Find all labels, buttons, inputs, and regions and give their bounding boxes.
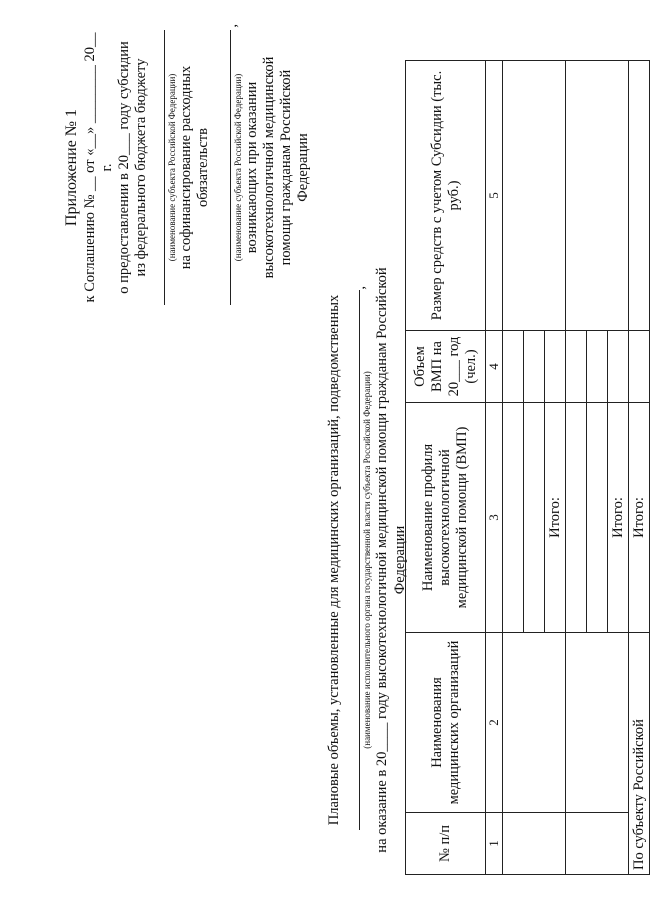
- col-number-1: 1: [486, 813, 503, 875]
- header-purpose-2b: высокотехнологичной медицинской: [261, 56, 277, 279]
- row-2-organization: [566, 633, 629, 813]
- header-hint-2-comma: ,: [224, 24, 240, 28]
- title-line-1: Плановые объемы, установленные для медицинских организаций, подведомственных: [326, 294, 342, 826]
- header-line-1: Приложение № 1: [63, 108, 80, 227]
- row-1-total-volume: [545, 331, 566, 403]
- header-col-2: Наименования медицинских организаций: [406, 633, 486, 813]
- row-2-number: [566, 813, 629, 875]
- header-purpose-2c: помощи гражданам Российской: [278, 69, 294, 266]
- row-2-total-volume: [608, 331, 629, 403]
- header-col-1: № п/п: [406, 813, 486, 875]
- plan-volumes-table: [405, 60, 650, 875]
- col-number-5: 5: [486, 61, 503, 331]
- row-1-organization: [503, 633, 566, 813]
- header-hint-2: (наименование субъекта Российской Федерации): [230, 30, 244, 305]
- footer-total-label: Итого:: [629, 403, 650, 633]
- row-1-profile-b: [524, 403, 545, 633]
- header-line-2: к Соглашению № __ от «__» ________ 20__ г.: [82, 32, 115, 303]
- header-purpose-1a: на софинансирование расходных: [178, 65, 194, 270]
- col-number-4: 4: [486, 331, 503, 403]
- title-line-2: на оказание в 20____ году высокотехнологичной медицинской помощи гражданам Российской Федерации: [374, 267, 408, 853]
- row-1-total-label: Итого:: [545, 403, 566, 633]
- header-col-4: Объем ВМП на 20___ год (чел.): [406, 331, 486, 403]
- footer-total-volume: [629, 331, 650, 403]
- col-number-2: 2: [486, 633, 503, 813]
- row-1-funds: [503, 61, 566, 331]
- header-col-5: Размер средств с учетом Субсидии (тыс. руб.): [406, 61, 486, 331]
- row-2-profile-b: [587, 403, 608, 633]
- header-purpose-2a: возникающих при оказании: [244, 81, 260, 254]
- header-col-3: Наименование профиля высокотехнологичной медицинской помощи (ВМП): [406, 403, 486, 633]
- title-hint: (наименование исполнительного органа государственной власти субъекта Российской Федерации): [359, 290, 373, 830]
- row-2-volume-b: [587, 331, 608, 403]
- row-1-profile-a: [503, 403, 524, 633]
- header-purpose-2d: Федерации: [295, 133, 311, 202]
- row-2-total-label: Итого:: [608, 403, 629, 633]
- footer-subject-label: По субъекту Российской: [629, 633, 650, 875]
- appendix-header: [62, 24, 312, 305]
- row-2-profile-a: [566, 403, 587, 633]
- document-title: [325, 250, 409, 870]
- footer-total-funds: [629, 61, 650, 331]
- row-2-volume-a: [566, 331, 587, 403]
- row-2-funds: [566, 61, 629, 331]
- header-line-4: из федерального бюджета бюджету: [133, 58, 149, 277]
- row-1-volume-b: [524, 331, 545, 403]
- row-1-number: [503, 813, 566, 875]
- row-1-volume-a: [503, 331, 524, 403]
- header-line-3: о предоставлении в 20___ году субсидии: [116, 41, 132, 294]
- header-purpose-1b: обязательств: [195, 128, 211, 207]
- header-hint-1: (наименование субъекта Российской Федерации): [164, 30, 178, 305]
- col-number-3: 3: [486, 403, 503, 633]
- title-hint-comma: ,: [352, 286, 368, 290]
